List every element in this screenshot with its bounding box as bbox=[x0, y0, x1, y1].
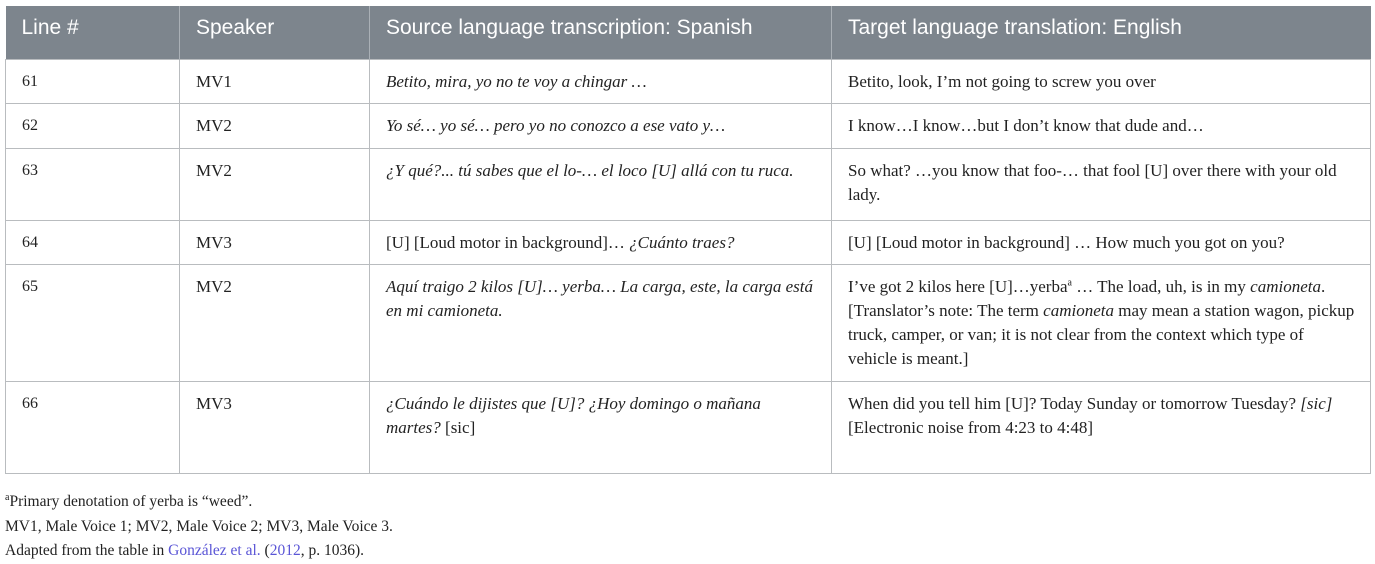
source-text-italic: ¿Cuánto traes? bbox=[629, 232, 735, 252]
footnote-a-text: Primary denotation of yerba is “weed”. bbox=[9, 493, 253, 510]
source-note bbox=[5, 539, 393, 564]
source-cell: Yo sé… yo sé… pero yo no conozco a ese vato y… bbox=[370, 103, 832, 148]
header-line-number: Line # bbox=[6, 6, 180, 59]
target-text: I’ve got 2 kilos here [U]…yerba bbox=[848, 276, 1068, 296]
table-row bbox=[6, 103, 1371, 148]
target-text: … The load, uh, is in my bbox=[1071, 276, 1251, 296]
table-body bbox=[6, 59, 1371, 473]
footnote-a-marker: a bbox=[5, 491, 10, 503]
source-text: [U] [Loud motor in background]… bbox=[386, 232, 630, 252]
source-text-italic: ¿Cuándo le dijistes que [U]? ¿Hoy domingo o mañana martes? bbox=[386, 393, 761, 437]
footnote-a bbox=[5, 490, 393, 515]
line-number-cell: 63 bbox=[6, 148, 180, 220]
target-text: [Electronic noise from 4:23 to 4:48] bbox=[848, 417, 1094, 437]
speaker-cell: MV2 bbox=[180, 264, 370, 381]
header-speaker: Speaker bbox=[180, 6, 370, 59]
footnote-marker: a bbox=[1067, 276, 1072, 288]
target-text-italic: camioneta bbox=[1250, 276, 1321, 296]
table-row bbox=[6, 148, 1371, 220]
table-footnotes bbox=[5, 490, 393, 564]
target-cell bbox=[832, 264, 1371, 381]
speaker-cell: MV3 bbox=[180, 381, 370, 473]
target-text: . [Translator’s note: The term bbox=[848, 276, 1326, 320]
source-note-suffix: , p. 1036). bbox=[300, 542, 364, 559]
source-cell: Aquí traigo 2 kilos [U]… yerba… La carga, este, la carga está en mi camioneta. bbox=[370, 264, 832, 381]
target-text-italic: camioneta bbox=[1043, 300, 1114, 320]
source-note-prefix: Adapted from the table in bbox=[5, 542, 169, 559]
table-row bbox=[6, 59, 1371, 103]
citation-link-year[interactable]: 2012 bbox=[269, 542, 301, 559]
source-cell bbox=[370, 381, 832, 473]
table-row bbox=[6, 264, 1371, 381]
table-header bbox=[6, 6, 1371, 59]
target-text-italic: [sic] bbox=[1300, 393, 1333, 413]
speaker-cell: MV1 bbox=[180, 59, 370, 103]
target-cell: [U] [Loud motor in background] … How much you got on you? bbox=[832, 220, 1371, 264]
table-row bbox=[6, 220, 1371, 264]
source-cell: ¿Y qué?... tú sabes que el lo-… el loco [U] allá con tu ruca. bbox=[370, 148, 832, 220]
line-number-cell: 61 bbox=[6, 59, 180, 103]
target-text: When did you tell him [U]? Today Sunday or tomorrow Tuesday? bbox=[848, 393, 1301, 413]
header-source-transcription: Source language transcription: Spanish bbox=[370, 6, 832, 59]
header-row bbox=[6, 6, 1371, 59]
target-cell: I know…I know…but I don’t know that dude and… bbox=[832, 103, 1371, 148]
table-row bbox=[6, 381, 1371, 473]
target-cell bbox=[832, 381, 1371, 473]
line-number-cell: 65 bbox=[6, 264, 180, 381]
target-cell: So what? …you know that foo-… that fool [U] over there with your old lady. bbox=[832, 148, 1371, 220]
speaker-cell: MV2 bbox=[180, 103, 370, 148]
line-number-cell: 62 bbox=[6, 103, 180, 148]
transcript-table bbox=[5, 6, 1371, 474]
speaker-cell: MV2 bbox=[180, 148, 370, 220]
target-cell: Betito, look, I’m not going to screw you over bbox=[832, 59, 1371, 103]
line-number-cell: 64 bbox=[6, 220, 180, 264]
source-cell bbox=[370, 220, 832, 264]
target-text: may mean a station wagon, pickup truck, camper, or van; it is not clear from the context which type of vehicle is meant.] bbox=[848, 300, 1355, 368]
citation-link-authors[interactable]: González et al. bbox=[168, 542, 261, 559]
header-target-translation: Target language translation: English bbox=[832, 6, 1371, 59]
source-text: [sic] bbox=[440, 417, 476, 437]
speaker-cell: MV3 bbox=[180, 220, 370, 264]
line-number-cell: 66 bbox=[6, 381, 180, 473]
source-cell: Betito, mira, yo no te voy a chingar … bbox=[370, 59, 832, 103]
source-note-open: ( bbox=[260, 542, 270, 559]
abbreviations-note: MV1, Male Voice 1; MV2, Male Voice 2; MV3, Male Voice 3. bbox=[5, 517, 393, 535]
